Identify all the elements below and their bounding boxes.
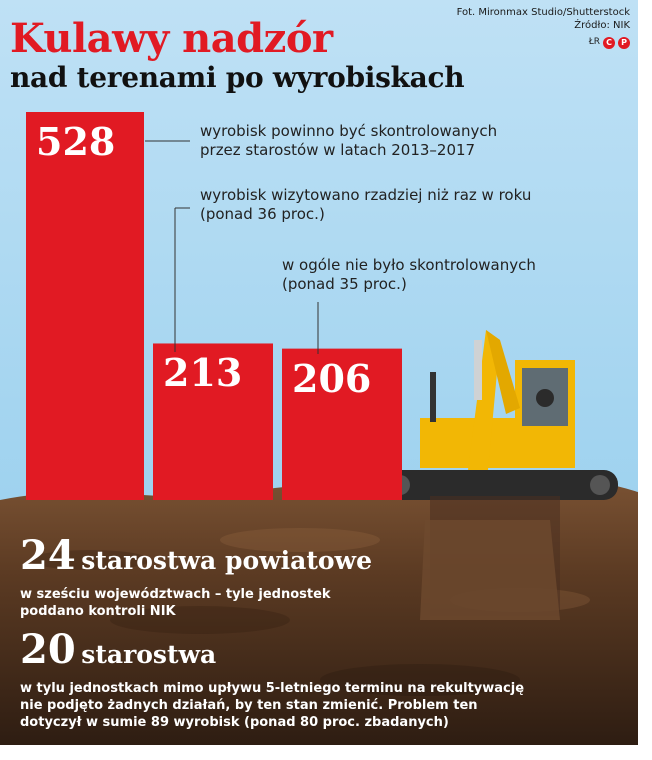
fact-line: dotyczył w sumie 89 wyrobisk (ponad 80 proc. zbadanych) xyxy=(20,715,449,730)
annotation-line: (ponad 36 proc.) xyxy=(200,205,325,223)
bar-annotation-0 xyxy=(200,122,497,160)
fact-block-powiatowe xyxy=(20,534,630,620)
fact-headline xyxy=(20,534,630,586)
bar-value-label-0: 528 xyxy=(36,119,116,164)
bar-annotation-2 xyxy=(282,256,536,294)
logo-c-icon: C xyxy=(603,37,615,49)
source-note: Źródło: NIK xyxy=(574,20,630,31)
annotation-line: (ponad 35 proc.) xyxy=(282,275,407,293)
fact-number: 20 xyxy=(20,626,76,673)
fact-line: nie podjęto żadnych działań, by ten stan zmienić. Problem ten xyxy=(20,698,478,713)
logo-prefix: ŁR xyxy=(588,37,600,47)
page-title: Kulawy nadzór xyxy=(10,15,333,62)
fact-label: starostwa powiatowe xyxy=(81,546,372,575)
fact-headline xyxy=(20,628,630,680)
page-subtitle: nad terenami po wyrobiskach xyxy=(10,61,465,94)
fact-line: w sześciu województwach – tyle jednostek xyxy=(20,587,331,602)
fact-line: w tylu jednostkach mimo upływu 5-letniego terminu na rekultywację xyxy=(20,681,525,696)
logo-p-icon: P xyxy=(618,37,630,49)
fact-block-starostwa xyxy=(20,628,630,731)
bar-0 xyxy=(26,112,144,500)
annotation-line: wyrobisk powinno być skontrolowanych xyxy=(200,122,498,140)
fact-line: poddano kontroli NIK xyxy=(20,604,176,619)
bar-value-label-2: 206 xyxy=(292,355,372,401)
annotation-line: przez starostów w latach 2013–2017 xyxy=(200,141,476,159)
fact-label: starostwa xyxy=(81,640,217,669)
bar-annotation-1 xyxy=(200,186,531,224)
fact-number: 24 xyxy=(20,532,76,579)
annotation-line: wyrobisk wizytowano rzadziej niż raz w roku xyxy=(200,186,532,204)
photo-credit: Fot. Mironmax Studio/Shutterstock xyxy=(456,7,630,18)
annotation-line: w ogóle nie było skontrolowanych xyxy=(282,256,536,274)
bar-value-label-1: 213 xyxy=(163,350,243,396)
